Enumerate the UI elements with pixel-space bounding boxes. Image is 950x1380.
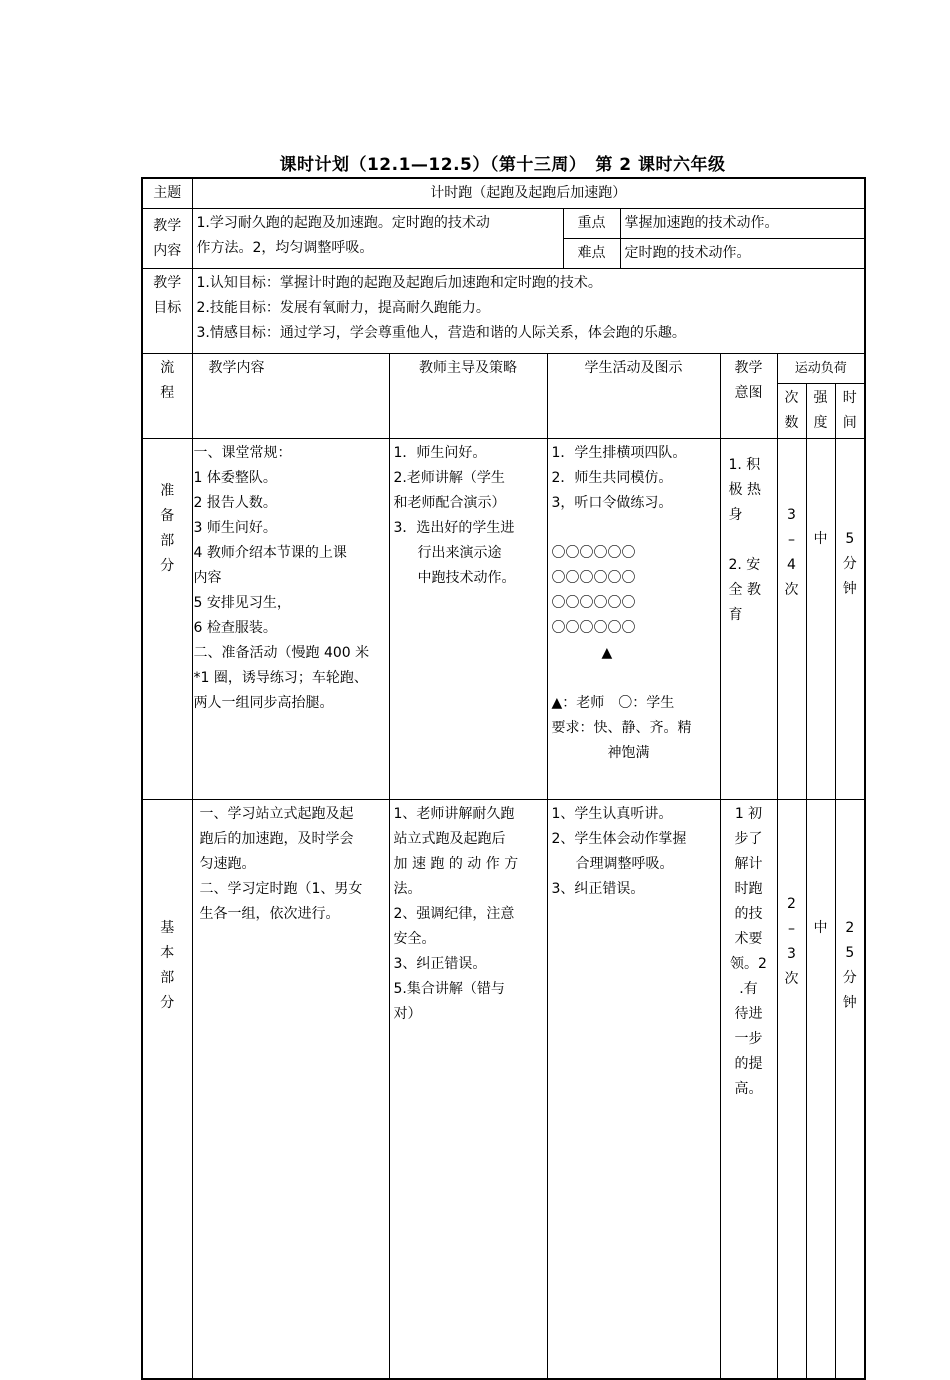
teacher-triangle-icon: ▲ (601, 645, 613, 661)
prep-content: 一、课堂常规： 1 体委整队。 2 报告人数。 3 师生问好。 4 教师介绍本节课的上课 内容 5 安排见习生， 6 检查服装。 二、准备活动（慢跑 400 米 *1 圈，诱导练习；车轮跑、 两人一组同步高抬腿。 (192, 439, 389, 800)
formation-legend: ▲：老师 〇：学生 (551, 695, 675, 711)
prep-teacher: 1．师生问好。 2.老师讲解（学生 和老师配合演示） 3．选出好的学生进 行出来演示途 中跑技术动作。 (389, 439, 547, 800)
formation-row: 〇〇〇〇〇〇 (551, 545, 636, 561)
header-row-1 (142, 354, 865, 384)
header-intent: 教学 意图 (720, 354, 777, 439)
prep-intensity: 中 (806, 439, 835, 800)
formation-row: 〇〇〇〇〇〇 (551, 620, 636, 636)
basic-student: 1、学生认真听讲。 2、学生体会动作掌握 合理调整呼吸。 3、纠正错误。 (547, 800, 720, 1380)
basic-times: 2 – 3 次 (777, 800, 806, 1380)
basic-duration: 2 5 分 钟 (835, 800, 865, 1380)
header-content: 教学内容 (192, 354, 389, 439)
formation-row: 〇〇〇〇〇〇 (551, 570, 636, 586)
prep-student: 1．学生排横项四队。 2．师生共同模仿。 3，听口令做练习。 〇〇〇〇〇〇 〇〇〇〇〇〇 〇〇〇〇〇〇 〇〇〇〇〇〇 ▲ ▲：老师 〇：学生 要求：快、静、齐。精 神饱满 (547, 439, 720, 800)
header-teacher: 教师主导及策略 (389, 354, 547, 439)
basic-content: 一、学习站立式起跑及起 跑后的加速跑，及时学会 匀速跑。 二、学习定时跑（1、男女 生各一组，依次进行。 (192, 800, 389, 1380)
goals-text (192, 269, 865, 354)
basic-teacher: 1、老师讲解耐久跑 站立式跑及起跑后 加 速 跑 的 动 作 方 法。 2、强调纪律，注意 安全。 3、纠正错误。 5.集合讲解（错与 对） (389, 800, 547, 1380)
goals-label: 教学 目标 (142, 269, 192, 354)
difficulty-value: 定时跑的技术动作。 (620, 239, 865, 269)
formation-row: 〇〇〇〇〇〇 (551, 595, 636, 611)
header-duration: 时 间 (835, 384, 865, 439)
basic-intent: 1 初 步了 解计 时跑 的技 术要 领。2 .有 待进 一步 的提 高。 (720, 800, 777, 1380)
header-intensity: 强 度 (806, 384, 835, 439)
prep-label: 准 备 部 分 (142, 439, 192, 800)
goal-item: 3.情感目标：通过学习，学会尊重他人，营造和谐的人际关系，体会跑的乐趣。 (196, 325, 686, 341)
header-load: 运动负荷 (777, 354, 865, 384)
topic-label: 主题 (142, 178, 192, 209)
prep-times: 3 – 4 次 (777, 439, 806, 800)
header-process: 流 程 (142, 354, 192, 439)
goals-row (142, 269, 865, 354)
basic-intensity: 中 (806, 800, 835, 1380)
header-times: 次 数 (777, 384, 806, 439)
difficulty-label: 难点 (563, 239, 620, 269)
prep-section (142, 439, 865, 800)
basic-section (142, 800, 865, 1380)
content-text: 1.学习耐久跑的起跑及加速跑。定时跑的技术动 作方法。2，均匀调整呼吸。 (192, 209, 563, 269)
key-value: 掌握加速跑的技术动作。 (620, 209, 865, 239)
page-title: 课时计划（12.1—12.5）（第十三周） 第 2 课时六年级 (279, 155, 726, 175)
topic-value: 计时跑（起跑及起跑后加速跑） (192, 178, 865, 209)
basic-label: 基 本 部 分 (142, 800, 192, 1380)
lesson-plan-table (141, 177, 866, 1380)
topic-row (142, 178, 865, 209)
prep-duration: 5 分 钟 (835, 439, 865, 800)
content-label: 教学 内容 (142, 209, 192, 269)
header-student: 学生活动及图示 (547, 354, 720, 439)
prep-intent: 1. 积 极 热 身 2. 安 全 教 育 (720, 439, 777, 800)
key-label: 重点 (563, 209, 620, 239)
goal-item: 2.技能目标：发展有氧耐力，提高耐久跑能力。 (196, 300, 490, 316)
formation-diagram (552, 541, 716, 666)
content-row-1 (142, 209, 865, 239)
goal-item: 1.认知目标：掌握计时跑的起跑及起跑后加速跑和定时跑的技术。 (196, 275, 602, 291)
